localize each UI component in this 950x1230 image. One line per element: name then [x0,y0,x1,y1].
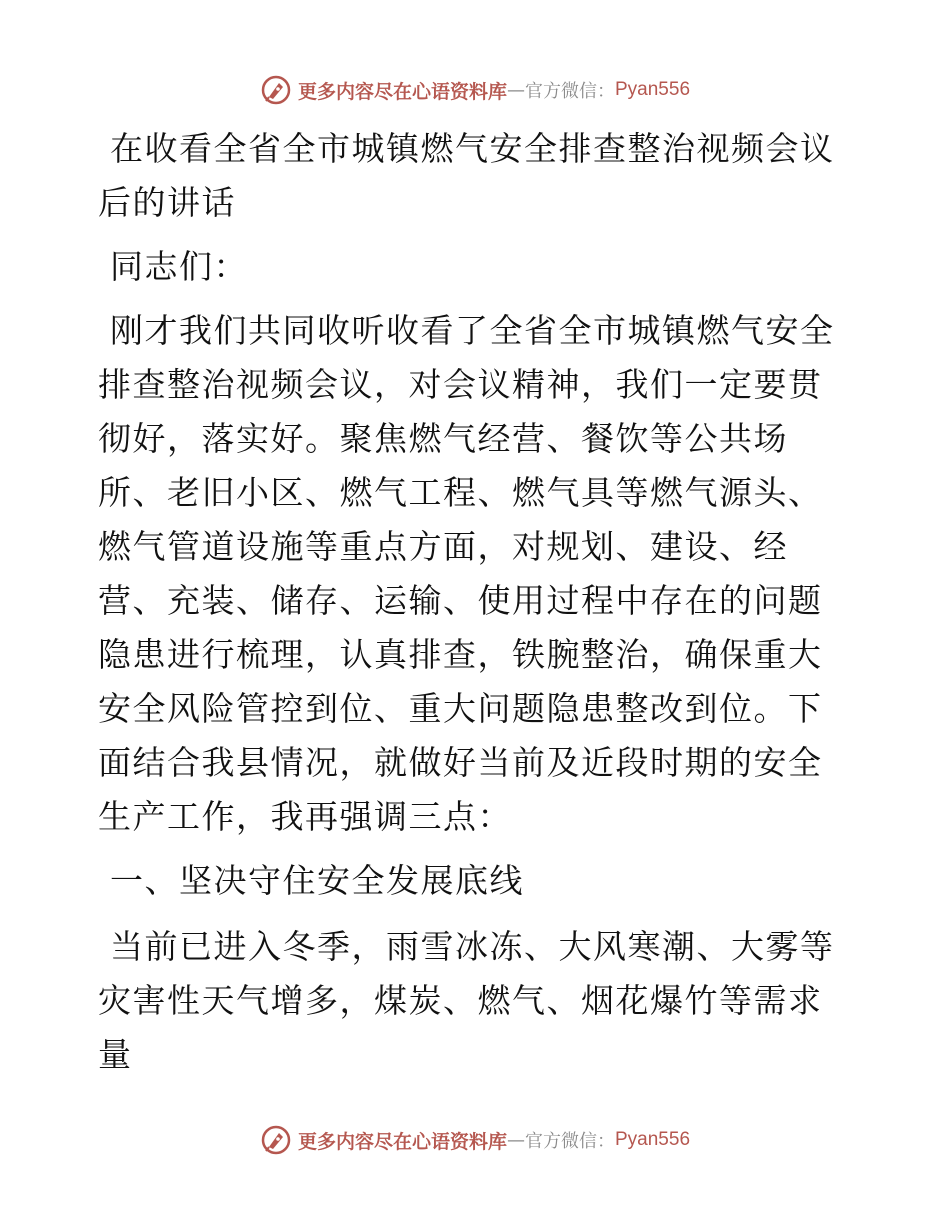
salutation: 同志们： [110,247,248,286]
document-title: 在收看全省全市城镇燃气安全排查整治视频会议后的讲话 [98,129,835,222]
footer-banner [0,1120,950,1160]
banner-wechat-id: Pyan556 [615,79,691,100]
paragraph-1: 刚才我们共同收听收看了全省全市城镇燃气安全排查整治视频会议，对会议精神，我们一定要贯彻好，落实好。聚焦燃气经营、餐饮等公共场所、老旧小区、燃气工程、燃气具等燃气源头、燃气管道设施等重点方面，对规划、建设、经营、充装、储存、运输、使用过程中存在的问题隐患进行梳理，认真排查，铁腕整治，确保重大安全风险管控到位、重大问题隐患整改到位。下面结合我县情况，就做好当前及近段时期的安全生产工作，我再强调三点： [98,311,835,836]
section-heading-1: 一、坚决守住安全发展底线 [110,861,524,900]
footer-dash: — [507,1129,525,1151]
pen-nib-logo-icon [260,1124,292,1156]
footer-wechat-id: Pyan556 [615,1129,691,1150]
banner-dash: — [507,79,525,101]
pen-nib-logo-icon [260,74,292,106]
document-body [98,122,850,1092]
banner-site-name: 更多内容尽在心语资料库 [297,80,507,103]
footer-wechat-label: 官方微信： [525,1131,615,1152]
paragraph-2: 当前已进入冬季，雨雪冰冻、大风寒潮、大雾等灾害性天气增多，煤炭、燃气、烟花爆竹等需求量 [98,927,835,1074]
footer-site-name: 更多内容尽在心语资料库 [297,1130,507,1153]
header-banner [0,70,950,110]
banner-wechat-label: 官方微信： [525,81,615,102]
